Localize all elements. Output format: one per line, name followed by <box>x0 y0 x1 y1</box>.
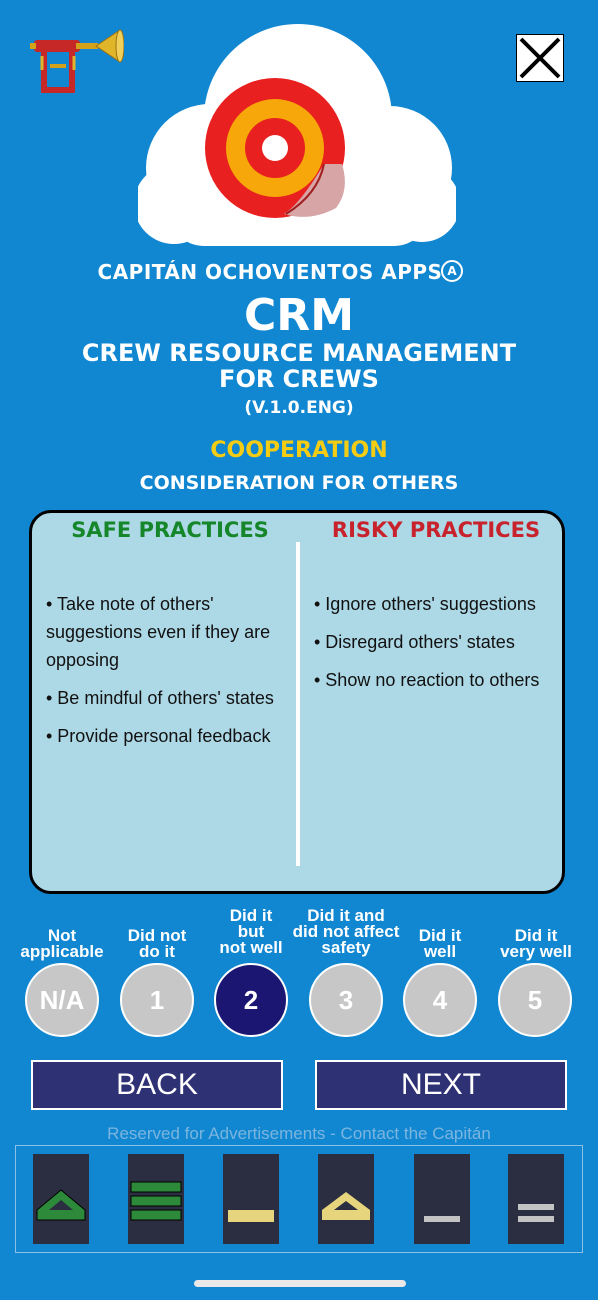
rating-button-2[interactable]: 2 <box>214 963 288 1037</box>
rating-label-5: Did it very well <box>500 926 572 961</box>
app-store-icon[interactable]: A <box>441 260 463 282</box>
bar-yellow-icon <box>223 1154 279 1244</box>
three-bars-green-icon <box>128 1154 184 1244</box>
list-item: • Show no reaction to others <box>314 670 540 690</box>
bar-grey-icon <box>414 1154 470 1244</box>
rank-insignia-tile <box>128 1154 184 1244</box>
back-button[interactable]: BACK <box>31 1060 283 1110</box>
risky-practices-list <box>314 590 554 704</box>
rating-button-5[interactable]: 5 <box>498 963 572 1037</box>
app-title: CRM <box>244 290 354 341</box>
safe-practices-heading: SAFE PRACTICES <box>71 518 269 542</box>
list-item: • Ignore others' suggestions <box>314 594 536 614</box>
rating-button-1[interactable]: 1 <box>120 963 194 1037</box>
app-version: (V.1.0.ENG) <box>244 398 354 418</box>
list-item: • Provide personal feedback <box>46 726 271 746</box>
app-logo <box>138 18 456 250</box>
rating-label-2: Did it but not well <box>219 906 283 957</box>
safe-practices-list <box>46 590 288 760</box>
app-subtitle-line2: FOR CREWS <box>219 365 379 393</box>
rank-insignia-tile <box>223 1154 279 1244</box>
category-title: COOPERATION <box>210 438 388 463</box>
developer-name: CAPITÁN OCHOVIENTOS APPS <box>97 260 443 284</box>
rating-button-3[interactable]: 3 <box>309 963 383 1037</box>
risky-practices-heading: RISKY PRACTICES <box>331 518 541 542</box>
list-item: • Disregard others' states <box>314 632 515 652</box>
rank-insignia-tile <box>414 1154 470 1244</box>
close-icon <box>517 35 563 81</box>
rating-label-3: Did it and did not affect safety <box>292 906 400 957</box>
ads-notice: Reserved for Advertisements - Contact the Capitán <box>107 1124 491 1143</box>
home-indicator[interactable] <box>194 1280 406 1287</box>
panel-divider <box>296 542 300 866</box>
rank-insignia-tile <box>33 1154 89 1244</box>
trumpet-icon[interactable] <box>28 26 124 98</box>
rating-label-4: Did it well <box>418 926 462 961</box>
chevron-green-icon <box>33 1154 89 1244</box>
list-item: • Take note of others' suggestions even if they are opposing <box>46 594 271 670</box>
rank-insignia-tile <box>318 1154 374 1244</box>
list-item: • Be mindful of others' states <box>46 688 274 708</box>
two-bars-grey-icon <box>508 1154 564 1244</box>
next-button[interactable]: NEXT <box>315 1060 567 1110</box>
rating-label-na: Not applicable <box>20 926 104 961</box>
ad-banner[interactable] <box>15 1145 583 1253</box>
rating-label-1: Did not do it <box>127 926 187 961</box>
rating-button-na[interactable]: N/A <box>25 963 99 1037</box>
app-subtitle-line1: CREW RESOURCE MANAGEMENT <box>81 339 517 367</box>
close-button[interactable] <box>516 34 564 82</box>
rating-button-4[interactable]: 4 <box>403 963 477 1037</box>
rank-insignia-tile <box>508 1154 564 1244</box>
topic-title: CONSIDERATION FOR OTHERS <box>139 472 459 494</box>
chevron-yellow-icon <box>318 1154 374 1244</box>
